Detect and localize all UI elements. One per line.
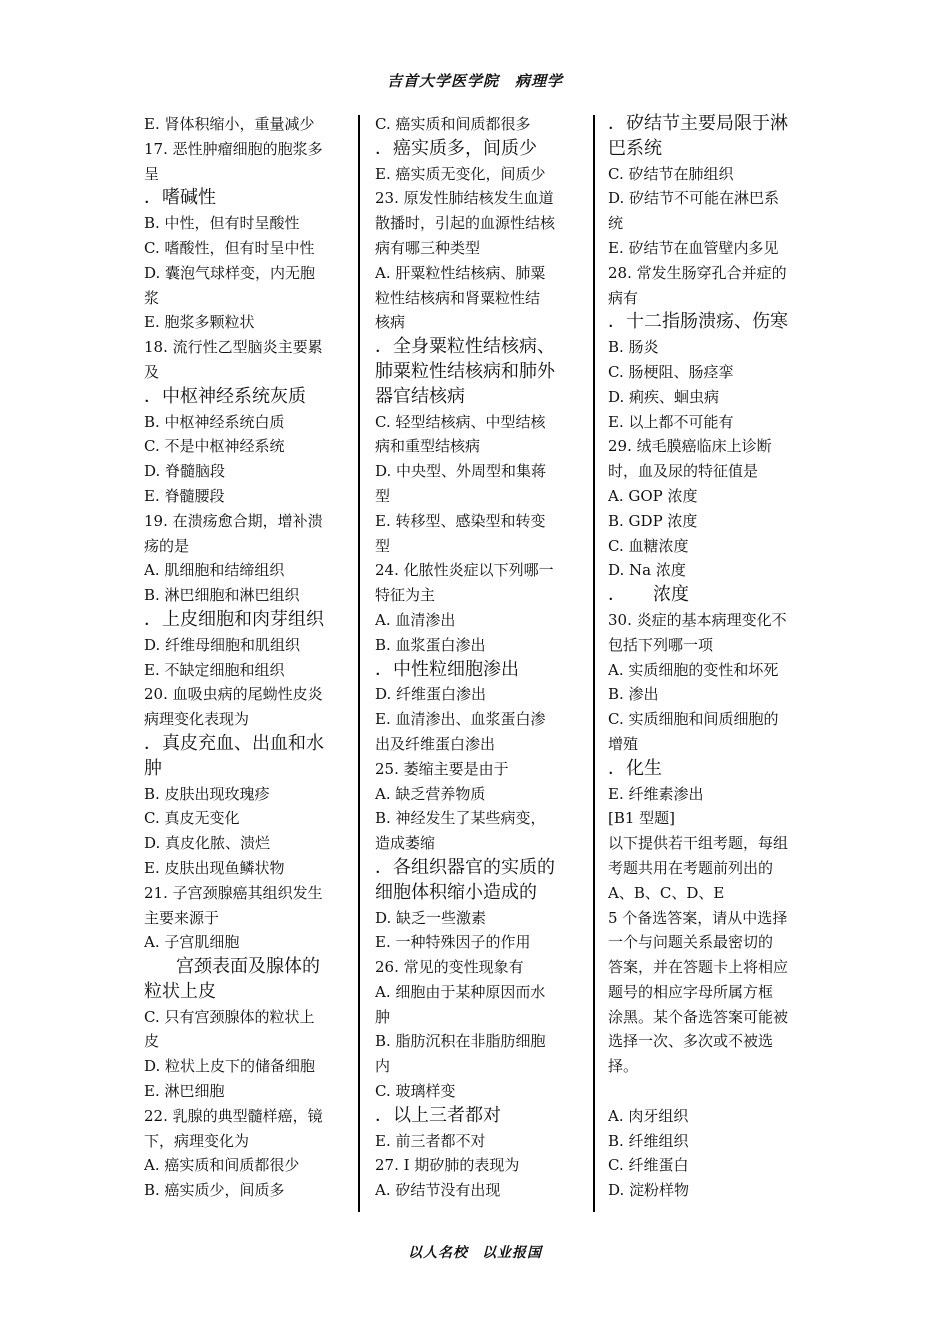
text-line: B. 血浆蛋白渗出 xyxy=(375,635,486,654)
text-line: 散播时，引起的血源性结核 xyxy=(375,214,556,233)
text-line: ．以上三者都对 xyxy=(375,1104,501,1126)
text-line: 肿 xyxy=(375,1007,391,1026)
text-line: D. Na 浓度 xyxy=(608,561,686,580)
text-line: E. 以上都不可能有 xyxy=(608,412,734,431)
text-line: D. 纤维母细胞和肌组织 xyxy=(144,635,301,654)
text-line: C. 嗜酸性，但有时呈中性 xyxy=(144,238,315,257)
text-line: 型 xyxy=(375,536,391,555)
text-line: [B1 型题] xyxy=(608,809,676,828)
text-line: 22. 乳腺的典型髓样癌，镜 xyxy=(144,1106,323,1125)
text-line: 下，病理变化为 xyxy=(144,1131,250,1150)
text-line: C. 玻璃样变 xyxy=(375,1082,456,1101)
text-line: A. GOP 浓度 xyxy=(608,486,698,505)
text-line: 18. 流行性乙型脑炎主要累 xyxy=(144,338,323,357)
text-line: ．化生 xyxy=(608,757,662,779)
header-school: 吉首大学医学院 xyxy=(386,72,499,90)
text-line: E. 脊髓腰段 xyxy=(144,486,225,505)
text-line: E. 前三者都不对 xyxy=(375,1131,486,1150)
text-line: 病理变化表现为 xyxy=(144,710,250,729)
text-line: A. 肉牙组织 xyxy=(608,1106,689,1125)
text-line: 宫颈表面及腺体的 xyxy=(176,956,320,978)
text-line: E. 纤维素渗出 xyxy=(608,784,704,803)
text-line: E. 转移型、感染型和转变 xyxy=(375,511,546,530)
text-line: 包括下列哪一项 xyxy=(608,635,714,654)
text-line: 核病 xyxy=(375,313,406,332)
text-line: 20. 血吸虫病的尾蚴性皮炎 xyxy=(144,685,323,704)
text-line: 肺粟粒性结核病和肺外 xyxy=(375,360,555,382)
text-line: C. 肠梗阻、肠痉挛 xyxy=(608,362,734,381)
text-line: B. 中性，但有时呈酸性 xyxy=(144,214,300,233)
text-line: 26. 常见的变性现象有 xyxy=(375,958,524,977)
text-line: B. 脂肪沉积在非脂肪细胞 xyxy=(375,1032,546,1051)
text-line: 题号的相应字母所属方框 xyxy=(608,982,774,1001)
text-line: E. 癌实质无变化，间质少 xyxy=(375,164,546,183)
text-line: 出及纤维蛋白渗出 xyxy=(375,734,496,753)
text-line: A. 缺乏营养物质 xyxy=(375,784,486,803)
text-line: 答案，并在答题卡上将相应 xyxy=(608,958,789,977)
text-line: 粒状上皮 xyxy=(144,980,216,1002)
text-line: B. GDP 浓度 xyxy=(608,511,698,530)
text-line: ．各组织器官的实质的 xyxy=(375,856,555,878)
text-line: E. 矽结节在血管壁内多见 xyxy=(608,238,779,257)
text-line: 造成萎缩 xyxy=(375,834,436,853)
text-line: B. 中枢神经系统白质 xyxy=(144,412,285,431)
text-line: 粒性结核病和肾粟粒性结 xyxy=(375,288,541,307)
text-line: 择。 xyxy=(608,1057,639,1076)
footer-motto-right: 以业报国 xyxy=(482,1245,542,1261)
text-line: B. 皮肤出现玫瑰疹 xyxy=(144,784,270,803)
text-line: C. 真皮无变化 xyxy=(144,809,240,828)
text-line: 统 xyxy=(608,214,624,233)
text-line: 肿 xyxy=(144,757,162,779)
text-line: E. 不缺定细胞和组织 xyxy=(144,660,285,679)
text-line: ．中性粒细胞渗出 xyxy=(375,658,519,680)
text-line: D. 纤维蛋白渗出 xyxy=(375,685,487,704)
text-line: ． 浓度 xyxy=(608,584,689,606)
text-line: C. 不是中枢神经系统 xyxy=(144,437,285,456)
text-line: 呈 xyxy=(144,164,160,183)
text-line: D. 囊泡气球样变，内无胞 xyxy=(144,263,316,282)
text-line: ．嗜碱性 xyxy=(144,187,216,209)
text-line: B. 渗出 xyxy=(608,685,659,704)
footer-motto-left: 以人名校 xyxy=(408,1245,468,1261)
question-column-2 xyxy=(375,112,585,1203)
text-line: 24. 化脓性炎症以下列哪一 xyxy=(375,561,554,580)
text-line: E. 血清渗出、血浆蛋白渗 xyxy=(375,710,546,729)
text-line: 内 xyxy=(375,1057,391,1076)
text-line: 细胞体积缩小造成的 xyxy=(375,881,537,903)
text-line: A. 癌实质和间质都很少 xyxy=(144,1156,300,1175)
text-line: 29. 绒毛膜癌临床上诊断 xyxy=(608,437,772,456)
text-line: E. 胞浆多颗粒状 xyxy=(144,313,255,332)
text-line: B. 淋巴细胞和淋巴组织 xyxy=(144,586,300,605)
text-line: E. 肾体积缩小，重量减少 xyxy=(144,115,315,133)
column-divider xyxy=(593,115,595,1212)
text-line: ．真皮充血、出血和水 xyxy=(144,732,324,754)
text-line: 考题共用在考题前列出的 xyxy=(608,858,774,877)
text-line: B. 肠炎 xyxy=(608,338,659,357)
text-line: 皮 xyxy=(144,1032,160,1051)
text-line: ．矽结节主要局限于淋 xyxy=(608,113,788,134)
text-line: 增殖 xyxy=(608,734,639,753)
text-line: C. 轻型结核病、中型结核 xyxy=(375,412,546,431)
text-line: E. 一种特殊因子的作用 xyxy=(375,933,531,952)
question-column-1 xyxy=(144,112,350,1203)
text-line: 5 个备选答案，请从中选择 xyxy=(608,908,788,927)
text-line: 17. 恶性肿瘤细胞的胞浆多 xyxy=(144,139,323,158)
text-line: C. 矽结节在肺组织 xyxy=(608,164,734,183)
text-line: 23. 原发性肺结核发生血道 xyxy=(375,189,554,208)
text-line: A. 子宫肌细胞 xyxy=(144,933,240,952)
text-line: 型 xyxy=(375,486,391,505)
text-line: 及 xyxy=(144,362,160,381)
text-line: C. 癌实质和间质都很多 xyxy=(375,115,531,133)
text-line: D. 缺乏一些激素 xyxy=(375,908,487,927)
text-line: 选择一次、多次或不被选 xyxy=(608,1032,774,1051)
column-divider xyxy=(358,115,360,1212)
text-line: A. 肝粟粒性结核病、肺粟 xyxy=(375,263,546,282)
text-line: 特征为主 xyxy=(375,586,436,605)
text-line: A. 细胞由于某种原因而水 xyxy=(375,982,546,1001)
text-line: E. 皮肤出现鱼鳞状物 xyxy=(144,858,285,877)
text-line: A. 血清渗出 xyxy=(375,610,456,629)
text-line: 以下提供若干组考题，每组 xyxy=(608,834,789,853)
text-line: B. 纤维组织 xyxy=(608,1131,689,1150)
text-line: A、B、C、D、E xyxy=(608,883,725,902)
text-line: D. 中央型、外周型和集蒋 xyxy=(375,462,547,481)
text-line: C. 纤维蛋白 xyxy=(608,1156,689,1175)
text-line: 巴系统 xyxy=(608,137,662,159)
text-line: 病有 xyxy=(608,288,639,307)
text-line: 30. 炎症的基本病理变化不 xyxy=(608,610,787,629)
text-line: ．中枢神经系统灰质 xyxy=(144,385,306,407)
header-subject: 病理学 xyxy=(515,72,564,90)
text-line: 主要来源于 xyxy=(144,908,220,927)
text-line: D. 粒状上皮下的储备细胞 xyxy=(144,1057,316,1076)
text-line: 浆 xyxy=(144,288,160,307)
text-line: 一个与问题关系最密切的 xyxy=(608,933,774,952)
text-line: C. 只有宫颈腺体的粒状上 xyxy=(144,1007,315,1026)
text-line: D. 脊髓脑段 xyxy=(144,462,226,481)
text-line: 21. 子宫颈腺癌其组织发生 xyxy=(144,883,323,902)
text-line: B. 癌实质少，间质多 xyxy=(144,1181,285,1200)
text-line: 涂黑。某个备选答案可能被 xyxy=(608,1007,789,1026)
text-line: 时，血及尿的特征值是 xyxy=(608,462,759,481)
page-footer xyxy=(0,1242,950,1262)
text-line: ．癌实质多，间质少 xyxy=(375,137,537,159)
text-line xyxy=(608,1079,814,1104)
question-column-3 xyxy=(608,112,814,1203)
text-line: 27. I 期矽肺的表现为 xyxy=(375,1156,520,1175)
text-line: 病和重型结核病 xyxy=(375,437,481,456)
text-line: A. 肌细胞和结缔组织 xyxy=(144,561,285,580)
text-line: B. 神经发生了某些病变， xyxy=(375,809,546,828)
text-line: C. 实质细胞和间质细胞的 xyxy=(608,710,779,729)
text-line: 疡的是 xyxy=(144,536,190,555)
text-line: 25. 萎缩主要是由于 xyxy=(375,759,509,778)
text-line: A. 实质细胞的变性和坏死 xyxy=(608,660,779,679)
text-line: D. 真皮化脓、溃烂 xyxy=(144,834,271,853)
text-line: D. 痢疾、蛔虫病 xyxy=(608,387,720,406)
page-header xyxy=(0,70,950,91)
text-line: 19. 在溃疡愈合期，增补溃 xyxy=(144,511,323,530)
text-line: D. 矽结节不可能在淋巴系 xyxy=(608,189,780,208)
text-line: A. 矽结节没有出现 xyxy=(375,1181,501,1200)
text-line: D. 淀粉样物 xyxy=(608,1181,690,1200)
text-line: E. 淋巴细胞 xyxy=(144,1082,225,1101)
text-line: ．十二指肠溃疡、伤寒 xyxy=(608,311,788,333)
text-line: C. 血糖浓度 xyxy=(608,536,689,555)
text-line: ．全身粟粒性结核病、 xyxy=(375,336,555,358)
text-line: 病有哪三种类型 xyxy=(375,238,481,257)
text-line: ．上皮细胞和肉芽组织 xyxy=(144,608,324,630)
text-line: 器官结核病 xyxy=(375,385,465,407)
text-line: 28. 常发生肠穿孔合并症的 xyxy=(608,263,787,282)
